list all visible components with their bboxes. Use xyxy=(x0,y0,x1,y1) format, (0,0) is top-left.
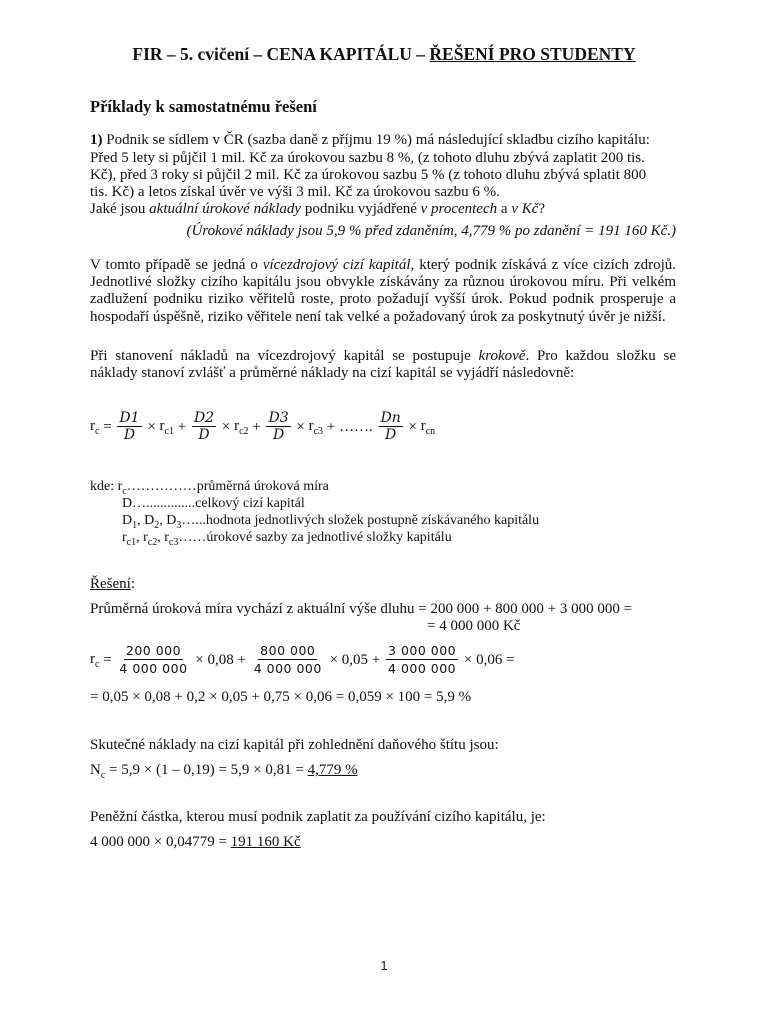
fraction-numerator: 200 000 xyxy=(125,643,182,658)
solution-colon: : xyxy=(130,576,135,592)
solution-line-3: = 0,05 × 0,08 + 0,2 × 0,05 + 0,75 × 0,06 = 0,059 × 100 = 5,9 % xyxy=(90,689,472,705)
q-part-a: Jaké jsou xyxy=(90,201,150,217)
calc-lhs-sub: c xyxy=(95,658,100,670)
general-formula xyxy=(90,410,435,444)
rate-term-1 xyxy=(160,418,174,437)
calc-lhs xyxy=(90,651,99,670)
formula-lhs-sub: c xyxy=(95,425,100,437)
solution-label-text: Řešení xyxy=(90,576,131,592)
legend-line-4 xyxy=(122,529,452,551)
problem-line-3: Kč), před 3 roky si půjčil 2 mil. Kč za úrokovou sazbu 5 % (z tohoto dluhu zbývá splatit 800 xyxy=(90,167,647,183)
legend-sub-3: 3 xyxy=(176,519,182,531)
tax-n: N xyxy=(90,762,101,778)
q-part-b: aktuální úrokové náklady xyxy=(149,201,302,217)
q-part-e: a xyxy=(497,201,512,217)
fraction-numerator: Dn xyxy=(380,410,401,426)
solution-line-1: Průměrná úroková míra vychází z aktuální výše dluhu = 200 000 + 800 000 + 3 000 000 = xyxy=(90,601,633,617)
legend-rsub-1: c1 xyxy=(126,536,137,548)
para2-b: krokově xyxy=(478,348,526,364)
fraction-numerator: D2 xyxy=(193,410,215,426)
para1-b: vícezdrojový cizí kapitál xyxy=(262,257,411,273)
calc-fraction-2 xyxy=(252,643,324,677)
problem-line-4: tis. Kč) a letos získal úvěr ve výši 3 mil. Kč za úrokovou sazbu 6 %. xyxy=(90,184,500,200)
solution-line-2: = 4 000 000 Kč xyxy=(427,618,521,634)
fraction-denominator: D xyxy=(272,427,285,443)
legend-l4-text: ……úrokové sazby za jednotlivé složky kapitálu xyxy=(178,530,452,545)
legend-r2: , r xyxy=(136,530,148,545)
title-underlined: ŘEŠENÍ PRO STUDENTY xyxy=(429,44,636,64)
fraction-numerator: 800 000 xyxy=(260,643,316,658)
paragraph-2 xyxy=(90,348,676,382)
fraction-denominator: D xyxy=(123,427,136,443)
times-sign: × xyxy=(143,418,160,435)
para2-a: Při stanovení nákladů na vícezdrojový kapitál se postupuje xyxy=(90,348,479,364)
rate-term-n xyxy=(421,418,435,437)
times-sign: × xyxy=(404,418,421,435)
fraction-numerator: D1 xyxy=(119,410,140,426)
para1-c: , který podnik získává z více cizích zdrojů. Jednotlivé složky cizího kapitálu jsou obvykle získávány za různou úrokovou míru. Při velkém zadlužení podniku riziko věřitelů roste, proto požadují vyšší úrok. Pokud podnik prosperuje a hospodaří úspěšně, riziko věřitele není tak velké a požadovaný úrok za poskytnutý úvěr je nižší. xyxy=(90,257,676,325)
rate-r: r xyxy=(234,417,240,434)
title-prefix: FIR – 5. cvičení – CENA KAPITÁLU – xyxy=(132,44,430,64)
formula-fraction-n xyxy=(379,410,403,444)
para1-a: V tomto případě se jedná o xyxy=(90,257,263,273)
formula-lhs xyxy=(90,418,99,437)
formula-lhs-r: r xyxy=(90,417,95,434)
calc-eq: = xyxy=(99,651,116,668)
problem-text-1: Podnik se sídlem v ČR (sazba daně z příjmu 19 %) má následující skladbu cizího kapitálu: xyxy=(102,132,650,148)
formula-fraction-3 xyxy=(266,410,290,444)
problem-answer: (Úrokové náklady jsou 5,9 % před zdaněním, 4,779 % po zdanění = 191 160 Kč.) xyxy=(186,223,676,239)
para2-c: . Pro každou složku se náklady stanoví zvlášť a průměrné náklady na cizí kapitál se vyjádří následovně: xyxy=(90,348,676,382)
rate-sub: c1 xyxy=(164,425,174,437)
legend-rsub-2: c2 xyxy=(147,536,158,548)
rate-r: r xyxy=(420,417,426,434)
rate-term-3 xyxy=(309,418,323,437)
q-part-c: podniku vyjádřené xyxy=(301,201,421,217)
fraction-denominator: 4 000 000 xyxy=(253,661,322,676)
legend-kde: kde: r xyxy=(90,479,123,494)
fraction-denominator: D xyxy=(385,427,397,443)
plus-sign: + xyxy=(248,418,265,435)
rate-sub: cn xyxy=(425,425,436,437)
legend-l3-text: …...hodnota jednotlivých složek postupně získávaného kapitálu xyxy=(181,513,540,528)
money-expr: 4 000 000 × 0,04779 = xyxy=(90,834,231,850)
fraction-denominator: 4 000 000 xyxy=(119,661,188,676)
formula-fraction-1 xyxy=(117,410,141,444)
times-sign: × xyxy=(292,418,309,435)
calc-fraction-1 xyxy=(117,643,189,677)
money-calc xyxy=(90,833,301,851)
section-heading: Příklady k samostatnému řešení xyxy=(90,97,317,116)
rate-sub: c3 xyxy=(313,425,324,437)
tax-result: 4,779 % xyxy=(307,762,358,778)
paragraph-1 xyxy=(90,257,676,326)
q-part-f: v Kč xyxy=(511,201,539,217)
legend-sub-1: 1 xyxy=(132,519,138,531)
legend-d: D xyxy=(122,513,133,528)
legend-l1: ……………průměrná úroková míra xyxy=(126,479,329,494)
plus-sign: + xyxy=(173,418,190,435)
calc-lhs-r: r xyxy=(90,650,95,667)
legend-r: r xyxy=(122,530,127,545)
formula-eq: = xyxy=(99,418,116,435)
problem-line-1 xyxy=(90,131,650,149)
calc-tail-2: × 0,05 + xyxy=(325,651,385,668)
solution-calc xyxy=(90,643,515,677)
legend-d3: , D xyxy=(159,513,177,528)
calc-tail-1: × 0,08 + xyxy=(191,651,250,668)
tax-expr: = 5,9 × (1 – 0,19) = 5,9 × 0,81 = xyxy=(105,762,308,778)
problem-question xyxy=(90,200,545,218)
problem-line-2: Před 5 lety si půjčil 1 mil. Kč za úrokovou sazbu 8 %, (z tohoto dluhu zbývá zaplatit 200 tis. xyxy=(90,150,645,166)
plus-ellipsis: + ……. xyxy=(323,418,377,435)
tax-sub: c xyxy=(100,770,106,781)
formula-fraction-2 xyxy=(192,410,216,444)
fraction-numerator: D3 xyxy=(268,410,289,426)
tax-calc xyxy=(90,761,358,785)
page-number: 1 xyxy=(380,958,388,973)
calc-fraction-3 xyxy=(386,643,458,677)
legend-rsub-3: c3 xyxy=(168,536,179,548)
legend-r3: , r xyxy=(157,530,169,545)
money-intro: Peněžní částka, kterou musí podnik zaplatit za používání cizího kapitálu, je: xyxy=(90,809,546,825)
rate-r: r xyxy=(308,417,314,434)
q-part-d: v procentech xyxy=(420,201,498,217)
rate-r: r xyxy=(159,417,165,434)
rate-sub: c2 xyxy=(239,425,249,437)
solution-label xyxy=(90,575,135,593)
rate-term-2 xyxy=(234,418,248,437)
money-result: 191 160 Kč xyxy=(230,834,301,850)
calc-tail-3: × 0,06 = xyxy=(460,651,515,668)
legend-d2: , D xyxy=(137,513,155,528)
legend-kde-sub: c xyxy=(122,485,127,497)
legend-sub-2: 2 xyxy=(154,519,160,531)
fraction-denominator: D xyxy=(198,427,210,443)
fraction-denominator: 4 000 000 xyxy=(388,661,457,676)
times-sign: × xyxy=(218,418,235,435)
problem-number: 1) xyxy=(90,132,103,148)
fraction-numerator: 3 000 000 xyxy=(388,643,457,658)
tax-intro: Skutečné náklady na cizí kapitál při zohlednění daňového štítu jsou: xyxy=(90,737,499,753)
page-title xyxy=(0,44,768,65)
q-part-g: ? xyxy=(538,201,546,217)
legend-line-2: D…..............celkový cizí kapitál xyxy=(122,496,305,511)
